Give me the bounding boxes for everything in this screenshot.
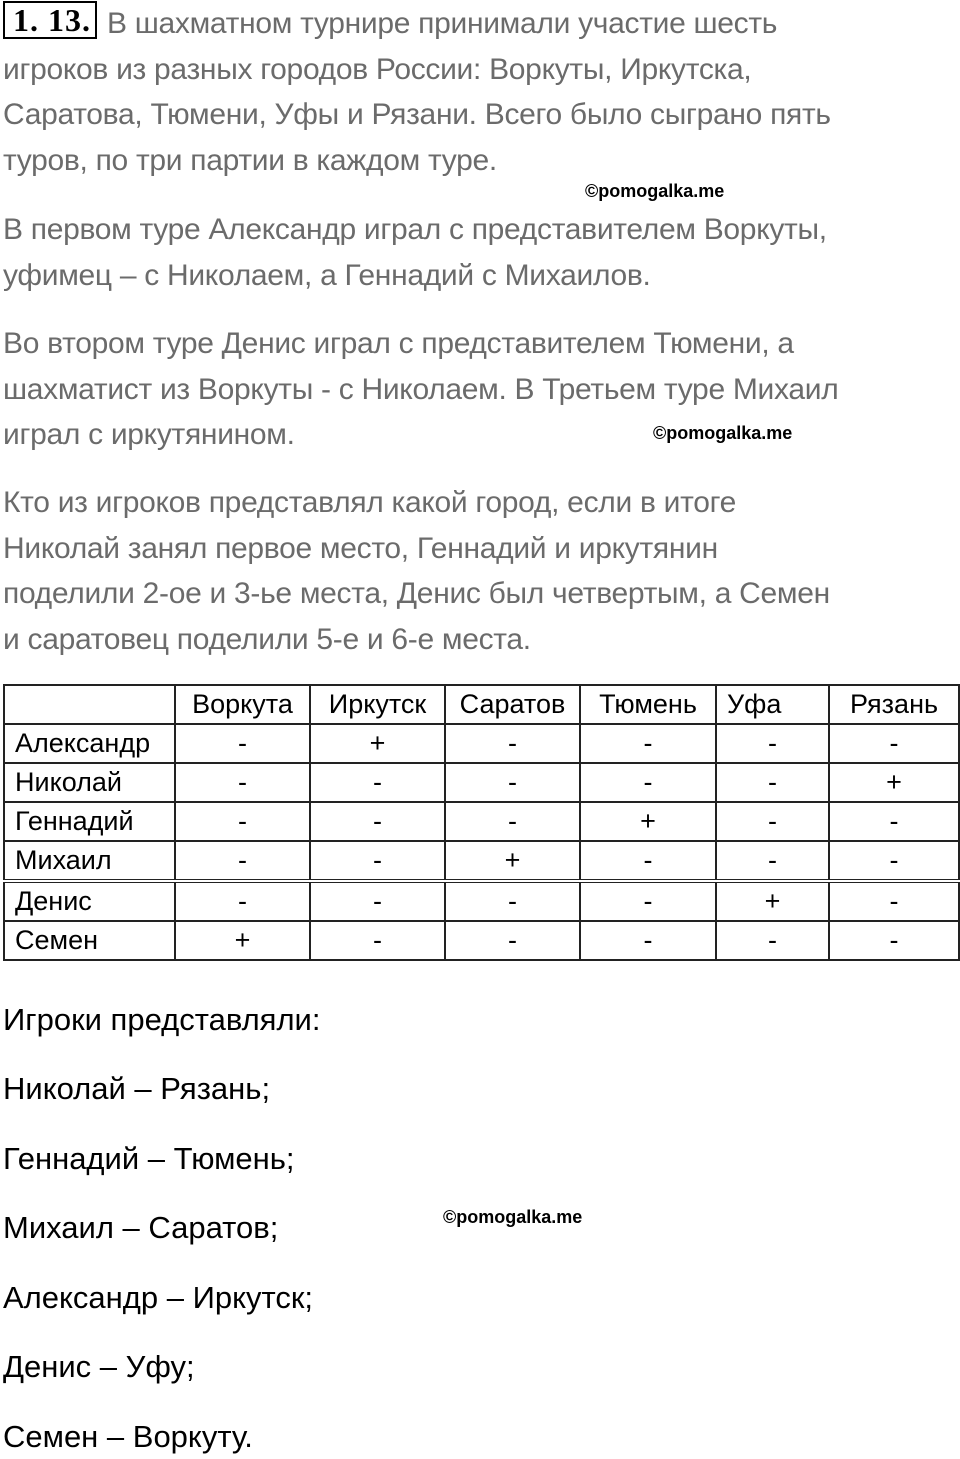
table-cell: + (716, 881, 829, 921)
table-cell: - (716, 921, 829, 960)
table-cell: + (310, 724, 445, 763)
table-cell: - (716, 724, 829, 763)
answer-item: Семен – Воркуту. (3, 1419, 253, 1454)
table-row (4, 802, 959, 841)
table-cell: - (445, 881, 580, 921)
table-cell: - (445, 921, 580, 960)
table-row (4, 921, 959, 960)
answer-item: Александр – Иркутск; (3, 1280, 314, 1315)
table-cell: - (175, 724, 310, 763)
table-cell: - (310, 763, 445, 802)
answer-item: Николай – Рязань; (3, 1071, 271, 1106)
answer-heading: Игроки представляли: (3, 1002, 321, 1037)
table-cell: - (829, 881, 959, 921)
table-cell: + (175, 921, 310, 960)
table-cell: - (716, 841, 829, 881)
watermark: ©pomogalka.me (653, 423, 793, 443)
problem-number: 1. 13. (3, 1, 97, 39)
answer-item: Михаил – Саратов; (3, 1210, 279, 1245)
table-cell: - (175, 763, 310, 802)
table-cell: + (580, 802, 716, 841)
table-header-cell: Иркутск (310, 685, 445, 724)
table-row (4, 841, 959, 881)
table-cell: - (310, 841, 445, 881)
problem-paragraph-2 (3, 207, 827, 298)
table-cell: - (445, 802, 580, 841)
watermark: ©pomogalka.me (443, 1207, 583, 1227)
player-name: Семен (4, 921, 175, 960)
table-header-cell (4, 685, 175, 724)
table-cell: - (716, 763, 829, 802)
table-cell: - (175, 841, 310, 881)
table-cell: - (175, 802, 310, 841)
table-cell: - (310, 921, 445, 960)
logic-table (3, 684, 960, 961)
problem-line: В первом туре Александр играл с представителем Воркуты, (3, 213, 827, 246)
player-name: Михаил (4, 841, 175, 881)
problem-line: Кто из игроков представлял какой город, если в итоге (3, 486, 736, 519)
table-header-cell: Уфа (716, 685, 829, 724)
table-row (4, 881, 959, 921)
table-header-cell: Воркута (175, 685, 310, 724)
table-cell: - (580, 763, 716, 802)
table-header-row (4, 685, 959, 724)
problem-line: и саратовец поделили 5-е и 6-е места. (3, 622, 531, 656)
problem-line: игроков из разных городов России: Воркуты, Иркутска, (3, 52, 752, 86)
table-cell: - (310, 881, 445, 921)
player-name: Денис (4, 881, 175, 921)
table-cell: - (310, 802, 445, 841)
table-cell: - (829, 724, 959, 763)
table-row (4, 763, 959, 802)
problem-line: шахматист из Воркуты - с Николаем. В Третьем туре Михаил (3, 372, 839, 406)
player-name: Николай (4, 763, 175, 802)
table-cell: - (445, 724, 580, 763)
table-cell: - (445, 763, 580, 802)
table-header-cell: Саратов (445, 685, 580, 724)
table-cell: - (580, 724, 716, 763)
table-header-cell: Рязань (829, 685, 959, 724)
table-cell: - (580, 841, 716, 881)
watermark: ©pomogalka.me (585, 181, 725, 201)
problem-paragraph-4 (3, 480, 830, 662)
table-cell: - (175, 881, 310, 921)
answer-item: Денис – Уфу; (3, 1349, 195, 1384)
table-cell: - (829, 921, 959, 960)
player-name: Александр (4, 724, 175, 763)
table-cell: - (829, 841, 959, 881)
table-cell: + (829, 763, 959, 802)
problem-line (3, 1, 831, 47)
table-cell: - (716, 802, 829, 841)
problem-line: туров, по три партии в каждом туре. (3, 143, 497, 177)
table-cell: - (580, 881, 716, 921)
problem-line: Николай занял первое место, Геннадий и иркутянин (3, 531, 718, 565)
table-header-cell: Тюмень (580, 685, 716, 724)
problem-line: уфимец – с Николаем, а Геннадий с Михаилов. (3, 258, 651, 292)
problem-line: Саратова, Тюмени, Уфы и Рязани. Всего было сыграно пять (3, 98, 831, 131)
table-cell: - (580, 921, 716, 960)
problem-paragraph-1 (3, 1, 831, 183)
answer-item: Геннадий – Тюмень; (3, 1141, 295, 1176)
problem-line: Во втором туре Денис играл с представителем Тюмени, а (3, 327, 794, 360)
problem-line: поделили 2-ое и 3-ье места, Денис был четвертым, а Семен (3, 577, 830, 610)
player-name: Геннадий (4, 802, 175, 841)
table-cell: - (829, 802, 959, 841)
table-row (4, 724, 959, 763)
problem-line: играл с иркутянином. (3, 418, 295, 451)
problem-text: В шахматном турнире принимали участие шесть (107, 7, 778, 40)
table-cell: + (445, 841, 580, 881)
